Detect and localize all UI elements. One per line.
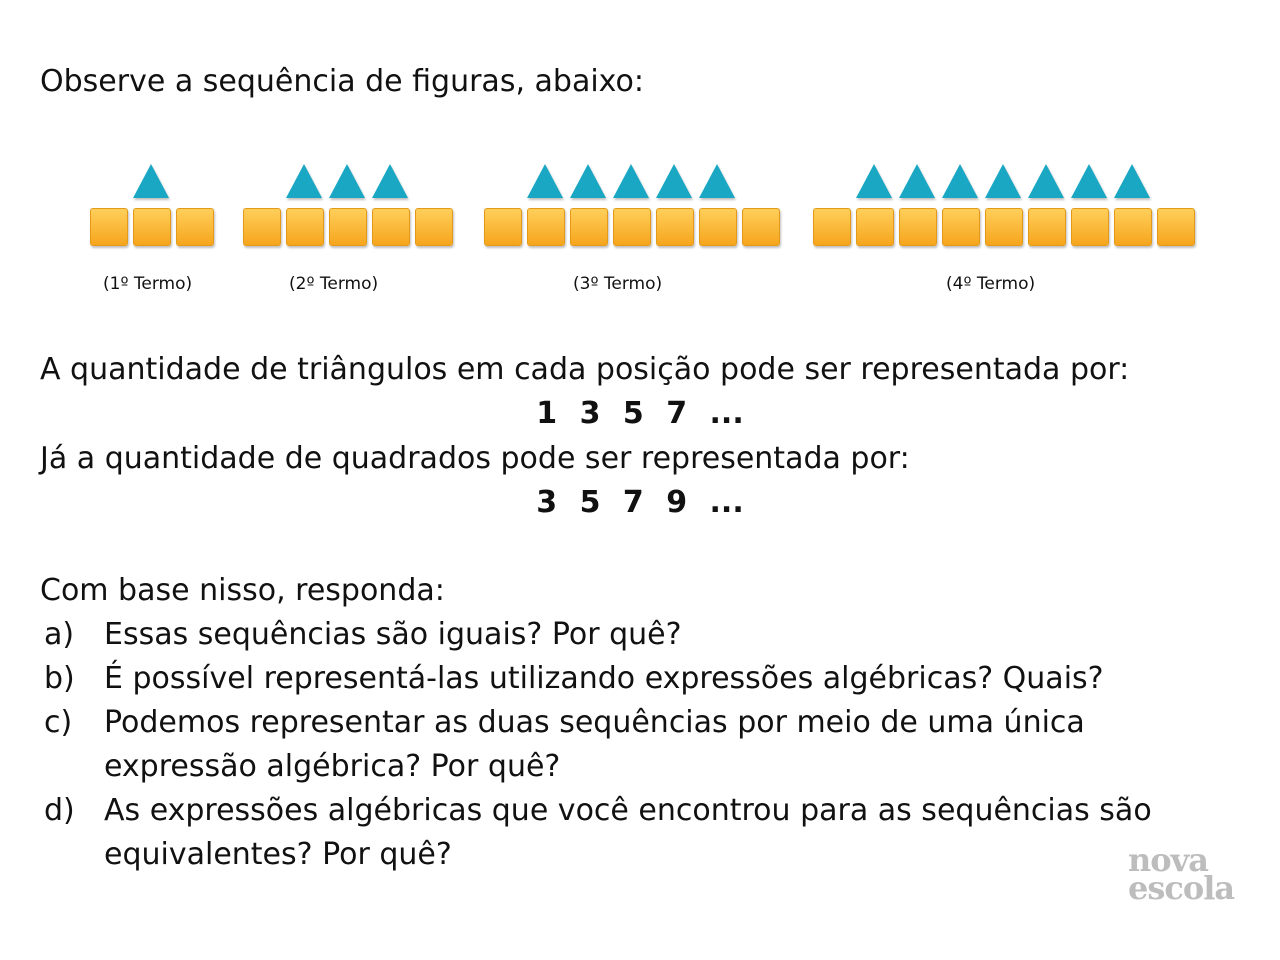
square-term-4 xyxy=(1157,208,1195,246)
question-text-c: Podemos representar as duas sequências por meio de uma única expressão algébrica? Por quê? xyxy=(104,705,1085,784)
square-term-4 xyxy=(899,208,937,246)
logo-line-2: escola xyxy=(1128,869,1235,907)
square-term-3 xyxy=(484,208,522,246)
square-term-2 xyxy=(372,208,410,246)
term-label-2: (2º Termo) xyxy=(289,274,379,294)
square-term-4 xyxy=(813,208,851,246)
question-label-d: d) xyxy=(44,793,75,828)
nova-escola-logo xyxy=(1128,841,1235,907)
squares-sequence: 3 5 7 9 ... xyxy=(536,485,744,520)
triangle-term-4 xyxy=(1114,164,1150,198)
triangle-term-3 xyxy=(613,164,649,198)
triangle-term-4 xyxy=(942,164,978,198)
square-term-4 xyxy=(1114,208,1152,246)
triangle-term-4 xyxy=(1028,164,1064,198)
prompt-text: Com base nisso, responda: xyxy=(40,573,445,608)
squares-text: Já a quantidade de quadrados pode ser representada por: xyxy=(40,441,910,476)
triangle-term-4 xyxy=(985,164,1021,198)
square-term-1 xyxy=(90,208,128,246)
figure-sequence xyxy=(0,150,1280,260)
triangle-term-2 xyxy=(329,164,365,198)
square-term-3 xyxy=(742,208,780,246)
term-label-1: (1º Termo) xyxy=(103,274,193,294)
square-term-3 xyxy=(656,208,694,246)
triangle-term-1 xyxy=(133,164,169,198)
logo-line-1: nova xyxy=(1128,841,1208,879)
square-term-3 xyxy=(570,208,608,246)
square-term-2 xyxy=(415,208,453,246)
triangle-term-3 xyxy=(699,164,735,198)
question-label-b: b) xyxy=(44,661,75,696)
triangle-term-3 xyxy=(570,164,606,198)
term-label-3: (3º Termo) xyxy=(573,274,663,294)
square-term-4 xyxy=(942,208,980,246)
question-label-a: a) xyxy=(44,617,75,652)
square-term-4 xyxy=(856,208,894,246)
square-term-3 xyxy=(699,208,737,246)
square-term-4 xyxy=(1028,208,1066,246)
question-label-c: c) xyxy=(44,705,73,740)
triangle-term-2 xyxy=(286,164,322,198)
square-term-1 xyxy=(133,208,171,246)
square-term-2 xyxy=(329,208,367,246)
question-text-b: É possível representá-las utilizando expressões algébricas? Quais? xyxy=(104,661,1104,696)
square-term-3 xyxy=(613,208,651,246)
triangles-sequence: 1 3 5 7 ... xyxy=(536,396,744,431)
triangle-term-2 xyxy=(372,164,408,198)
triangle-term-4 xyxy=(856,164,892,198)
triangle-term-4 xyxy=(1071,164,1107,198)
square-term-2 xyxy=(243,208,281,246)
triangle-term-3 xyxy=(656,164,692,198)
square-term-3 xyxy=(527,208,565,246)
triangle-term-4 xyxy=(899,164,935,198)
term-label-4: (4º Termo) xyxy=(946,274,1036,294)
square-term-4 xyxy=(1071,208,1109,246)
question-text-d: As expressões algébricas que você encontrou para as sequências são equivalentes? Por quê? xyxy=(104,793,1152,872)
question-text-a: Essas sequências são iguais? Por quê? xyxy=(104,617,682,652)
intro-text: Observe a sequência de figuras, abaixo: xyxy=(40,64,644,99)
square-term-4 xyxy=(985,208,1023,246)
square-term-2 xyxy=(286,208,324,246)
square-term-1 xyxy=(176,208,214,246)
triangle-term-3 xyxy=(527,164,563,198)
triangles-text: A quantidade de triângulos em cada posição pode ser representada por: xyxy=(40,352,1130,387)
